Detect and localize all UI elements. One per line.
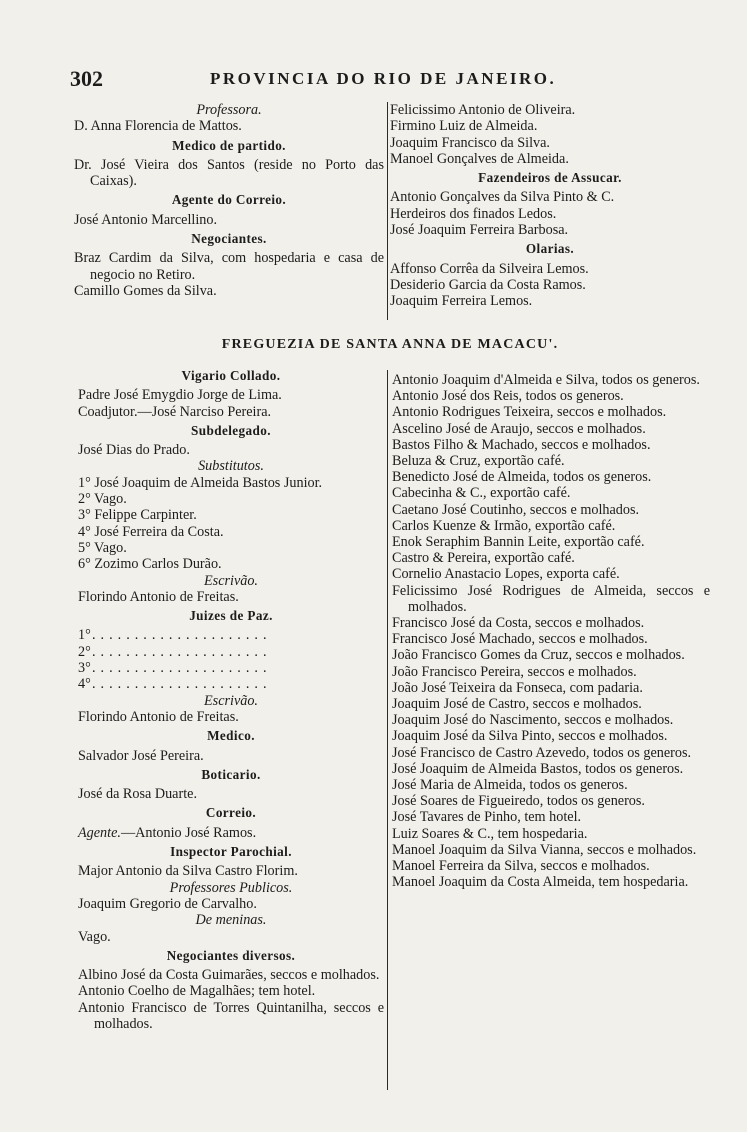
- professora-heading: Professora.: [196, 102, 262, 118]
- professora-name: D. Anna Florencia de Mattos.: [74, 118, 242, 135]
- correio-agente: [78, 825, 384, 841]
- list-item: Antonio Rodrigues Teixeira, seccos e molhados.: [392, 404, 667, 421]
- list-item: Cabecinha & C., exportão café.: [392, 485, 571, 502]
- list-item: Albino José da Costa Guimarães, seccos e molhados.: [78, 967, 380, 984]
- agente-name: —Antonio José Ramos.: [120, 824, 257, 841]
- inspector-heading: Inspector Parochial.: [170, 844, 292, 860]
- juiz-number: 2°: [78, 643, 91, 660]
- list-item: Manoel Joaquim da Silva Vianna, seccos e molhados.: [392, 841, 697, 858]
- medico-partido-heading: Medico de partido.: [172, 137, 286, 153]
- medico-partido-name: Dr. José Vieira dos Santos (reside no Porto das Caixas).: [74, 156, 384, 190]
- list-item: 4° José Ferreira da Costa.: [78, 523, 224, 540]
- list-item: José Maria de Almeida, todos os generos.: [392, 777, 628, 794]
- list-item: Padre José Emygdio Jorge de Lima.: [78, 387, 282, 404]
- list-item: João José Teixeira da Fonseca, com padaria.: [392, 679, 643, 696]
- juiz-row: [78, 644, 384, 660]
- list-item: Affonso Corrêa da Silveira Lemos.: [390, 260, 589, 277]
- list-item: Francisco José da Costa, seccos e molhados.: [392, 615, 645, 632]
- list-item: 3° Felippe Carpinter.: [78, 507, 197, 524]
- list-item: Camillo Gomes da Silva.: [74, 282, 217, 299]
- meninas-heading: De meninas.: [195, 912, 267, 929]
- boticario-heading: Boticario.: [201, 766, 261, 782]
- list-item: Beluza & Cruz, exportão café.: [392, 453, 565, 470]
- list-item: 2° Vago.: [78, 491, 127, 508]
- subdelegado-heading: Subdelegado.: [191, 422, 271, 438]
- list-item: 6° Zozimo Carlos Durão.: [78, 556, 222, 573]
- list-item: José Soares de Figueiredo, todos os generos.: [392, 793, 645, 810]
- list-item: Joaquim Ferreira Lemos.: [390, 293, 533, 310]
- list-item: 5° Vago.: [78, 539, 127, 556]
- column-divider-bottom: [387, 370, 388, 1090]
- escrivao2-heading: Escrivão.: [204, 692, 258, 709]
- list-item: José Joaquim de Almeida Bastos, todos os generos.: [392, 760, 684, 777]
- list-item: Firmino Luiz de Almeida.: [390, 118, 538, 135]
- negociantes-diversos-heading: Negociantes diversos.: [166, 947, 296, 963]
- list-item: Caetano José Coutinho, seccos e molhados.: [392, 501, 640, 518]
- subdelegado-name: José Dias do Prado.: [78, 442, 190, 459]
- freguezia-title: FREGUEZIA DE SANTA ANNA DE MACACU'.: [221, 337, 559, 352]
- page-title: PROVINCIA DO RIO DE JANEIRO.: [210, 69, 557, 88]
- juiz-row: [78, 627, 384, 643]
- leader-dots: .....................: [92, 627, 272, 644]
- list-item: Antonio Coelho de Magalhães; tem hotel.: [78, 983, 316, 1000]
- top-left-column: [74, 102, 384, 299]
- leader-dots: .....................: [92, 676, 272, 693]
- olarias-heading: Olarias.: [525, 241, 575, 257]
- meninas-name: Vago.: [78, 928, 111, 945]
- medico-heading: Medico.: [207, 728, 255, 744]
- juiz-number: 1°: [78, 627, 91, 644]
- correio-heading: Correio.: [205, 805, 257, 821]
- juizes-heading: Juizes de Paz.: [189, 608, 273, 624]
- juiz-row: [78, 676, 384, 692]
- list-item: Ascelino José de Araujo, seccos e molhados.: [392, 420, 646, 437]
- list-item: João Francisco Pereira, seccos e molhados.: [392, 663, 637, 680]
- leader-dots: .....................: [92, 660, 272, 677]
- left-column: [78, 368, 384, 1032]
- escrivao-name: Florindo Antonio de Freitas.: [78, 588, 239, 605]
- list-item: Herdeiros dos finados Ledos.: [390, 205, 557, 222]
- professores-heading: Professores Publicos.: [169, 879, 293, 896]
- list-item: Felicissimo José Rodrigues de Almeida, seccos e molhados.: [392, 582, 710, 615]
- list-item: Felicissimo Antonio de Oliveira.: [390, 102, 576, 118]
- list-item: Benedicto José de Almeida, todos os generos.: [392, 469, 652, 486]
- list-item: Antonio José dos Reis, todos os generos.: [392, 388, 624, 405]
- professores-name: Joaquim Gregorio de Carvalho.: [78, 895, 257, 912]
- list-item: Joaquim José da Silva Pinto, seccos e molhados.: [392, 728, 668, 745]
- page-number: 302: [70, 66, 103, 91]
- fazendeiros-heading: Fazendeiros de Assucar.: [478, 170, 622, 186]
- page-header: [70, 66, 710, 94]
- list-item: Castro & Pereira, exportão café.: [392, 550, 575, 567]
- list-item: José Joaquim Ferreira Barbosa.: [390, 222, 569, 239]
- boticario-name: José da Rosa Duarte.: [78, 786, 197, 803]
- negociantes-heading: Negociantes.: [191, 231, 267, 247]
- column-divider-top: [387, 102, 388, 320]
- medico-name: Salvador José Pereira.: [78, 747, 204, 764]
- agente-correio-name: José Antonio Marcellino.: [74, 211, 218, 228]
- agente-correio-heading: Agente do Correio.: [171, 192, 287, 208]
- list-item: José Tavares de Pinho, tem hotel.: [392, 809, 582, 826]
- list-item: Bastos Filho & Machado, seccos e molhados.: [392, 436, 651, 453]
- list-item: Desiderio Garcia da Costa Ramos.: [390, 276, 586, 293]
- list-item: Luiz Soares & C., tem hospedaria.: [392, 825, 588, 842]
- list-item: Cornelio Anastacio Lopes, exporta café.: [392, 566, 620, 583]
- juiz-row: [78, 660, 384, 676]
- list-item: Joaquim Francisco da Silva.: [390, 134, 550, 151]
- list-item: Manoel Gonçalves de Almeida.: [390, 150, 569, 167]
- juiz-number: 4°: [78, 676, 91, 693]
- list-item: Francisco José Machado, seccos e molhados.: [392, 631, 648, 648]
- list-item: Carlos Kuenze & Irmão, exportão café.: [392, 517, 616, 534]
- list-item: Joaquim José do Nascimento, seccos e molhados.: [392, 712, 674, 729]
- substitutos-heading: Substitutos.: [198, 458, 264, 475]
- list-item: Manoel Ferreira da Silva, seccos e molhados.: [392, 858, 650, 875]
- vigario-heading: Vigario Collado.: [181, 368, 281, 383]
- list-item: João Francisco Gomes da Cruz, seccos e molhados.: [392, 647, 685, 664]
- list-item: José Francisco de Castro Azevedo, todos os generos.: [392, 744, 692, 761]
- list-item: Manoel Joaquim da Costa Almeida, tem hospedaria.: [392, 874, 689, 891]
- right-column: [392, 372, 710, 891]
- list-item: Antonio Francisco de Torres Quintanilha, seccos e molhados.: [78, 999, 384, 1032]
- list-item: Enok Seraphim Bannin Leite, exportão café.: [392, 534, 645, 551]
- list-item: 1° José Joaquim de Almeida Bastos Junior.: [78, 474, 323, 491]
- list-item: Joaquim José de Castro, seccos e molhados.: [392, 696, 642, 713]
- top-right-column: [390, 102, 710, 310]
- juiz-number: 3°: [78, 660, 91, 677]
- list-item: Coadjutor.—José Narciso Pereira.: [78, 403, 272, 420]
- list-item: Antonio Joaquim d'Almeida e Silva, todos os generos.: [392, 372, 700, 388]
- agente-label: Agente.: [78, 824, 121, 841]
- list-item: Braz Cardim da Silva, com hospedaria e casa de negocio no Retiro.: [74, 250, 384, 283]
- escrivao2-name: Florindo Antonio de Freitas.: [78, 708, 239, 725]
- leader-dots: .....................: [92, 643, 272, 660]
- list-item: Antonio Gonçalves da Silva Pinto & C.: [390, 189, 615, 206]
- inspector-name: Major Antonio da Silva Castro Florim.: [78, 863, 298, 880]
- escrivao-heading: Escrivão.: [204, 572, 258, 589]
